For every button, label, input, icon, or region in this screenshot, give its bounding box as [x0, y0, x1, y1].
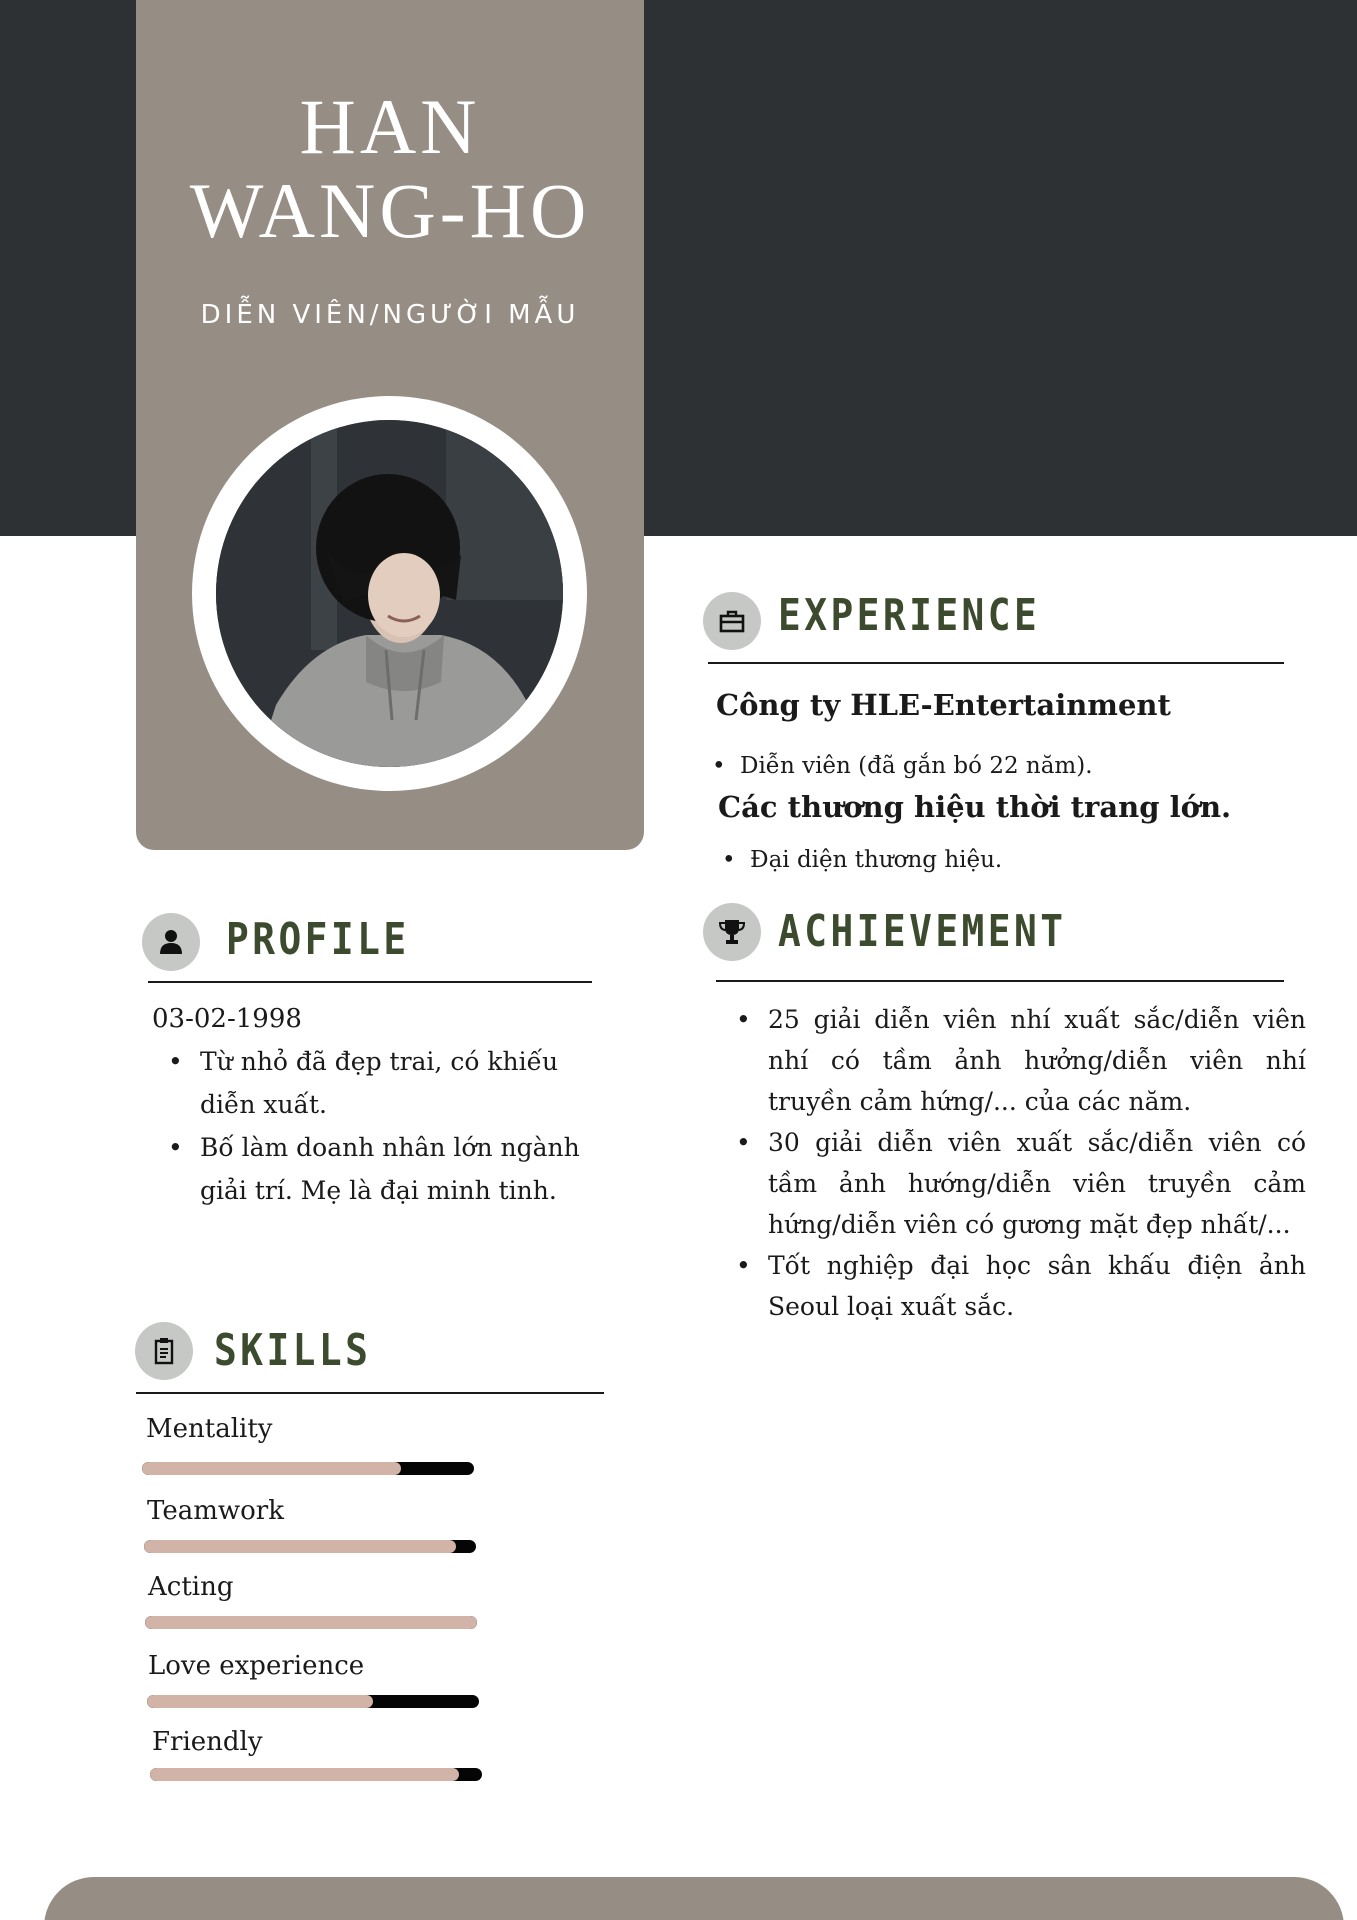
- list-item: • 25 giải diễn viên nhí xuất sắc/diễn viên nhí có tầm ảnh hưởng/diễn viên nhí truyền cảm hứng/... của các năm.: [726, 999, 1306, 1122]
- avatar-image: [216, 420, 563, 767]
- list-item: • Bố làm doanh nhân lớn ngành giải trí. Mẹ là đại minh tinh.: [154, 1126, 604, 1212]
- skill-bar: [145, 1616, 477, 1629]
- skill-bar-fill: [145, 1616, 477, 1629]
- user-icon: [142, 913, 200, 971]
- footer-band: [44, 1877, 1344, 1920]
- company-name: Các thương hiệu thời trang lớn.: [718, 790, 1232, 824]
- clipboard-icon: [135, 1322, 193, 1380]
- skill-label: Acting: [148, 1572, 234, 1602]
- skill-label: Mentality: [146, 1414, 273, 1444]
- experience-list: [706, 746, 1266, 786]
- profile-heading: PROFILE: [226, 914, 410, 965]
- achievement-heading: ACHIEVEMENT: [778, 906, 1067, 957]
- briefcase-icon: [703, 592, 761, 650]
- skills-divider: [136, 1392, 604, 1394]
- profile-divider: [148, 981, 592, 983]
- skill-bar-fill: [150, 1768, 459, 1781]
- skills-heading: SKILLS: [214, 1325, 372, 1376]
- first-name: HAN: [299, 83, 481, 170]
- achievement-divider: [716, 980, 1284, 982]
- skill-label: Friendly: [152, 1727, 263, 1757]
- skill-bar: [142, 1462, 474, 1475]
- last-name: WANG-HO: [189, 167, 591, 254]
- trophy-icon: [703, 903, 761, 961]
- experience-heading: EXPERIENCE: [778, 590, 1041, 641]
- list-item: • Đại diện thương hiệu.: [716, 840, 1276, 880]
- profile-list: [154, 1040, 604, 1212]
- company-name: Công ty HLE-Entertainment: [716, 688, 1171, 722]
- skill-bar: [144, 1540, 476, 1553]
- skill-bar: [150, 1768, 482, 1781]
- achievement-list: [726, 999, 1306, 1327]
- skill-bar-fill: [144, 1540, 456, 1553]
- list-item: • Từ nhỏ đã đẹp trai, có khiếu diễn xuất.: [154, 1040, 604, 1126]
- job-title: DIỄN VIÊN/NGƯỜI MẪU: [200, 300, 580, 330]
- experience-divider: [708, 662, 1284, 664]
- list-item: • 30 giải diễn viên xuất sắc/diễn viên có tầm ảnh hướng/diễn viên truyền cảm hứng/diễn viên có gương mặt đẹp nhất/...: [726, 1122, 1306, 1245]
- list-item: • Diễn viên (đã gắn bó 22 năm).: [706, 746, 1266, 786]
- avatar-frame: [192, 396, 587, 791]
- birthdate: 03-02-1998: [152, 1004, 302, 1034]
- avatar: [216, 420, 563, 767]
- skill-label: Love experience: [148, 1651, 365, 1681]
- list-item: • Tốt nghiệp đại học sân khấu điện ảnh Seoul loại xuất sắc.: [726, 1245, 1306, 1327]
- skill-bar-fill: [147, 1695, 373, 1708]
- skill-label: Teamwork: [147, 1496, 284, 1526]
- skill-bar-fill: [142, 1462, 401, 1475]
- experience-list: [716, 840, 1276, 880]
- skill-bar: [147, 1695, 479, 1708]
